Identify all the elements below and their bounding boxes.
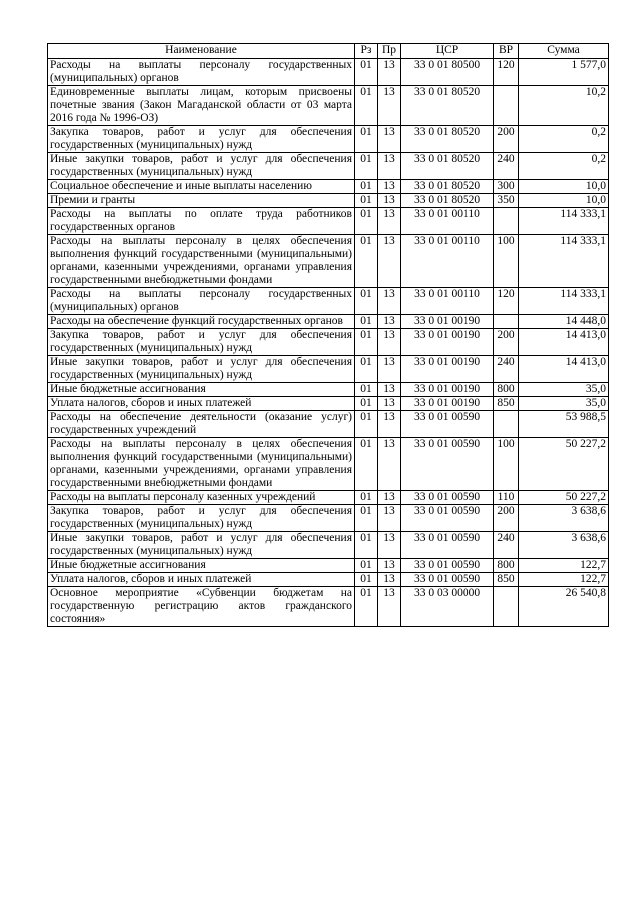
cell-name: Социальное обеспечение и иные выплаты населению (48, 180, 355, 194)
cell-vr: 110 (494, 491, 519, 505)
cell-sum: 122,7 (519, 559, 609, 573)
table-row (48, 208, 609, 235)
cell-sum: 26 540,8 (519, 587, 609, 627)
cell-pr: 13 (378, 383, 401, 397)
table-row (48, 86, 609, 126)
cell-pr: 13 (378, 438, 401, 491)
cell-vr: 200 (494, 505, 519, 532)
cell-rz: 01 (355, 383, 378, 397)
table-row (48, 491, 609, 505)
cell-rz: 01 (355, 86, 378, 126)
cell-sum: 53 988,5 (519, 411, 609, 438)
header-rz: Рз (355, 44, 378, 59)
cell-vr: 100 (494, 438, 519, 491)
cell-rz: 01 (355, 397, 378, 411)
cell-sum: 50 227,2 (519, 438, 609, 491)
cell-rz: 01 (355, 235, 378, 288)
cell-vr (494, 587, 519, 627)
cell-pr: 13 (378, 329, 401, 356)
table-row (48, 587, 609, 627)
cell-vr: 800 (494, 383, 519, 397)
cell-name: Расходы на выплаты персоналу в целях обеспечения выполнения функций государственными (муниципальными) органами, казенными учреждениями, органами управления государственными внебюджетными фондами (48, 235, 355, 288)
cell-csr: 33 0 01 00110 (401, 208, 494, 235)
cell-name: Расходы на выплаты по оплате труда работников государственных органов (48, 208, 355, 235)
cell-csr: 33 0 01 00590 (401, 491, 494, 505)
cell-pr: 13 (378, 532, 401, 559)
table-row (48, 288, 609, 315)
cell-sum: 10,0 (519, 194, 609, 208)
cell-csr: 33 0 01 00190 (401, 397, 494, 411)
cell-sum: 14 413,0 (519, 329, 609, 356)
table-row (48, 180, 609, 194)
cell-name: Расходы на обеспечение функций государственных органов (48, 315, 355, 329)
table-row (48, 532, 609, 559)
cell-rz: 01 (355, 491, 378, 505)
cell-csr: 33 0 01 00590 (401, 559, 494, 573)
cell-rz: 01 (355, 315, 378, 329)
table-body (48, 59, 609, 627)
cell-csr: 33 0 01 80520 (401, 126, 494, 153)
cell-vr: 200 (494, 329, 519, 356)
cell-sum: 122,7 (519, 573, 609, 587)
cell-csr: 33 0 01 00190 (401, 383, 494, 397)
cell-rz: 01 (355, 505, 378, 532)
header-vr: ВР (494, 44, 519, 59)
cell-rz: 01 (355, 59, 378, 86)
table-row (48, 126, 609, 153)
cell-pr: 13 (378, 194, 401, 208)
cell-name: Единовременные выплаты лицам, которым присвоены почетные звания (Закон Магаданской области от 03 марта 2016 года № 1996-ОЗ) (48, 86, 355, 126)
cell-csr: 33 0 01 00190 (401, 329, 494, 356)
cell-rz: 01 (355, 573, 378, 587)
cell-rz: 01 (355, 329, 378, 356)
cell-pr: 13 (378, 86, 401, 126)
cell-pr: 13 (378, 288, 401, 315)
header-pr: Пр (378, 44, 401, 59)
cell-name: Закупка товаров, работ и услуг для обеспечения государственных (муниципальных) нужд (48, 126, 355, 153)
table-row (48, 315, 609, 329)
budget-table (47, 43, 609, 627)
cell-name: Расходы на выплаты персоналу государственных (муниципальных) органов (48, 288, 355, 315)
cell-vr: 240 (494, 532, 519, 559)
cell-vr (494, 411, 519, 438)
cell-sum: 114 333,1 (519, 235, 609, 288)
table-row (48, 59, 609, 86)
cell-pr: 13 (378, 208, 401, 235)
cell-vr: 120 (494, 59, 519, 86)
cell-csr: 33 0 01 00590 (401, 532, 494, 559)
cell-pr: 13 (378, 491, 401, 505)
cell-sum: 1 577,0 (519, 59, 609, 86)
cell-pr: 13 (378, 573, 401, 587)
cell-rz: 01 (355, 587, 378, 627)
cell-rz: 01 (355, 180, 378, 194)
cell-rz: 01 (355, 126, 378, 153)
cell-pr: 13 (378, 559, 401, 573)
cell-sum: 3 638,6 (519, 505, 609, 532)
cell-vr: 300 (494, 180, 519, 194)
cell-name: Иные закупки товаров, работ и услуг для обеспечения государственных (муниципальных) нужд (48, 532, 355, 559)
cell-rz: 01 (355, 194, 378, 208)
cell-vr (494, 315, 519, 329)
cell-vr: 350 (494, 194, 519, 208)
cell-rz: 01 (355, 356, 378, 383)
cell-pr: 13 (378, 315, 401, 329)
cell-csr: 33 0 01 80520 (401, 86, 494, 126)
table-header-row (48, 44, 609, 59)
cell-pr: 13 (378, 505, 401, 532)
cell-sum: 114 333,1 (519, 208, 609, 235)
cell-sum: 0,2 (519, 126, 609, 153)
cell-sum: 50 227,2 (519, 491, 609, 505)
cell-csr: 33 0 01 80520 (401, 180, 494, 194)
cell-rz: 01 (355, 411, 378, 438)
cell-name: Уплата налогов, сборов и иных платежей (48, 573, 355, 587)
cell-pr: 13 (378, 180, 401, 194)
cell-sum: 10,0 (519, 180, 609, 194)
cell-pr: 13 (378, 126, 401, 153)
cell-name: Премии и гранты (48, 194, 355, 208)
cell-csr: 33 0 01 00110 (401, 235, 494, 288)
table-row (48, 573, 609, 587)
cell-csr: 33 0 01 00590 (401, 411, 494, 438)
cell-pr: 13 (378, 411, 401, 438)
table-row (48, 397, 609, 411)
cell-name: Уплата налогов, сборов и иных платежей (48, 397, 355, 411)
cell-csr: 33 0 01 00590 (401, 505, 494, 532)
cell-name: Иные бюджетные ассигнования (48, 559, 355, 573)
cell-vr: 850 (494, 573, 519, 587)
cell-csr: 33 0 03 00000 (401, 587, 494, 627)
cell-name: Закупка товаров, работ и услуг для обеспечения государственных (муниципальных) нужд (48, 505, 355, 532)
cell-name: Иные закупки товаров, работ и услуг для обеспечения государственных (муниципальных) нужд (48, 153, 355, 180)
cell-rz: 01 (355, 559, 378, 573)
table-row (48, 505, 609, 532)
cell-vr: 200 (494, 126, 519, 153)
cell-sum: 35,0 (519, 383, 609, 397)
table-row (48, 559, 609, 573)
cell-vr (494, 86, 519, 126)
cell-pr: 13 (378, 356, 401, 383)
table-row (48, 235, 609, 288)
table-row (48, 194, 609, 208)
cell-pr: 13 (378, 397, 401, 411)
cell-rz: 01 (355, 288, 378, 315)
cell-name: Основное мероприятие «Субвенции бюджетам на государственную регистрацию актов гражданского состояния» (48, 587, 355, 627)
cell-pr: 13 (378, 59, 401, 86)
cell-name: Иные закупки товаров, работ и услуг для обеспечения государственных (муниципальных) нужд (48, 356, 355, 383)
cell-vr: 800 (494, 559, 519, 573)
cell-vr: 240 (494, 356, 519, 383)
cell-name: Закупка товаров, работ и услуг для обеспечения государственных (муниципальных) нужд (48, 329, 355, 356)
table-row (48, 438, 609, 491)
cell-pr: 13 (378, 235, 401, 288)
cell-name: Расходы на выплаты персоналу казенных учреждений (48, 491, 355, 505)
cell-vr: 850 (494, 397, 519, 411)
cell-pr: 13 (378, 587, 401, 627)
header-csr: ЦСР (401, 44, 494, 59)
cell-rz: 01 (355, 438, 378, 491)
cell-csr: 33 0 01 80520 (401, 194, 494, 208)
cell-pr: 13 (378, 153, 401, 180)
cell-rz: 01 (355, 208, 378, 235)
cell-sum: 14 413,0 (519, 356, 609, 383)
table-row (48, 356, 609, 383)
table-row (48, 153, 609, 180)
cell-csr: 33 0 01 00190 (401, 356, 494, 383)
cell-name: Расходы на выплаты персоналу в целях обеспечения выполнения функций государственными (муниципальными) органами, казенными учреждениями, органами управления государственными внебюджетными фондами (48, 438, 355, 491)
cell-sum: 14 448,0 (519, 315, 609, 329)
cell-csr: 33 0 01 80520 (401, 153, 494, 180)
cell-csr: 33 0 01 00590 (401, 573, 494, 587)
cell-name: Иные бюджетные ассигнования (48, 383, 355, 397)
table-row (48, 383, 609, 397)
cell-csr: 33 0 01 80500 (401, 59, 494, 86)
cell-vr (494, 208, 519, 235)
cell-vr: 100 (494, 235, 519, 288)
cell-csr: 33 0 01 00590 (401, 438, 494, 491)
cell-rz: 01 (355, 153, 378, 180)
cell-csr: 33 0 01 00190 (401, 315, 494, 329)
cell-sum: 114 333,1 (519, 288, 609, 315)
cell-sum: 10,2 (519, 86, 609, 126)
cell-sum: 35,0 (519, 397, 609, 411)
header-sum: Сумма (519, 44, 609, 59)
table-row (48, 411, 609, 438)
cell-csr: 33 0 01 00110 (401, 288, 494, 315)
cell-sum: 3 638,6 (519, 532, 609, 559)
cell-vr: 120 (494, 288, 519, 315)
cell-name: Расходы на выплаты персоналу государственных (муниципальных) органов (48, 59, 355, 86)
table-row (48, 329, 609, 356)
cell-rz: 01 (355, 532, 378, 559)
cell-name: Расходы на обеспечение деятельности (оказание услуг) государственных учреждений (48, 411, 355, 438)
header-name: Наименование (48, 44, 355, 59)
cell-sum: 0,2 (519, 153, 609, 180)
cell-vr: 240 (494, 153, 519, 180)
